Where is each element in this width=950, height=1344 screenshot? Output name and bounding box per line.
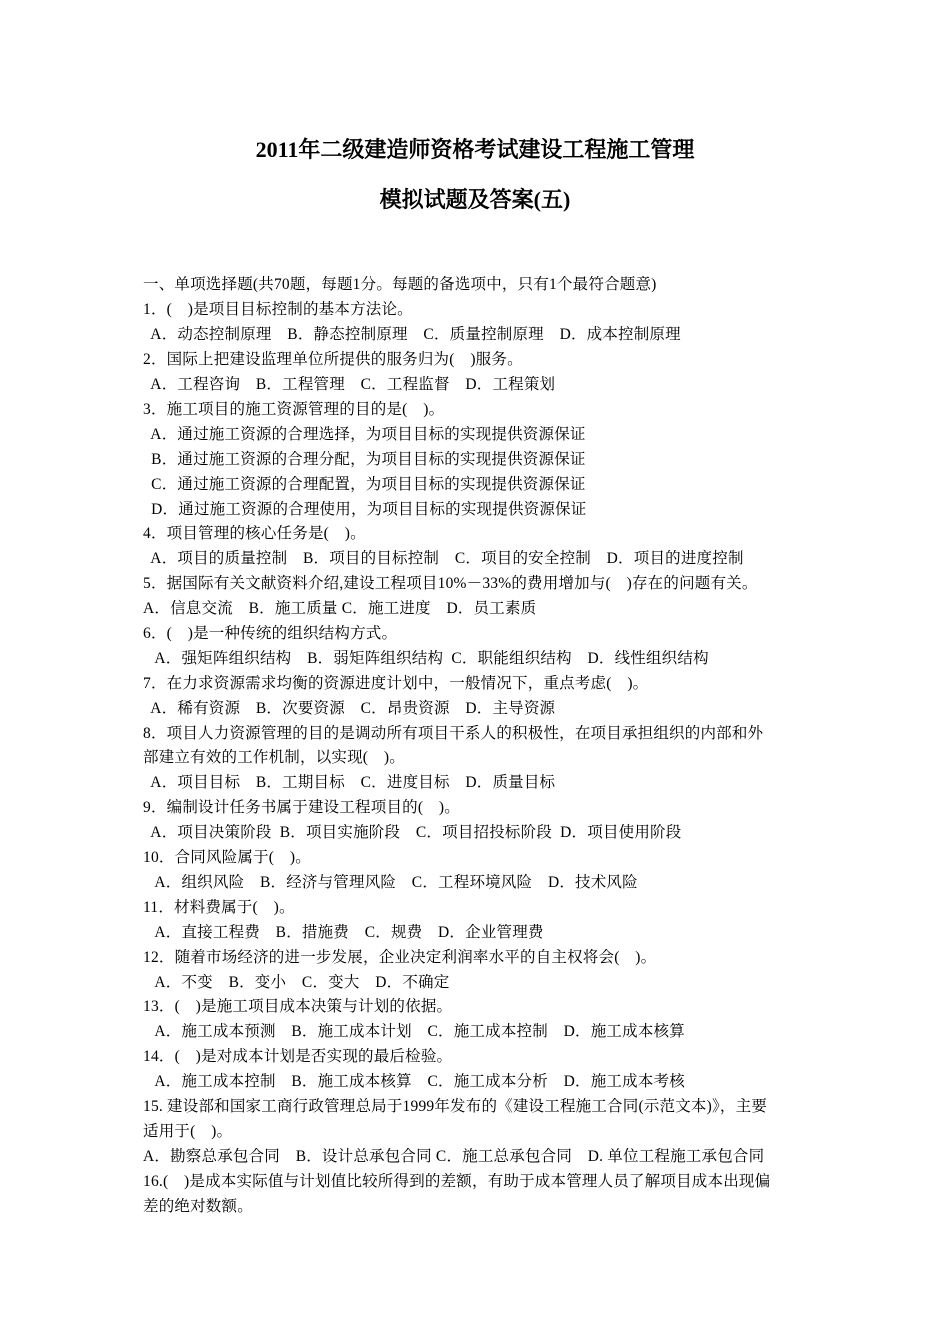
document-title-line2: 模拟试题及答案(五) (379, 187, 571, 212)
question-15-line2: 适用于( )。 (143, 1123, 233, 1140)
question-9-options: A．项目决策阶段 B．项目实施阶段 C．项目招投标阶段 D．项目使用阶段 (143, 824, 682, 841)
question-8-line2: 部建立有效的工作机制，以实现( )。 (143, 749, 405, 766)
question-12-options: A．不变 B．变小 C．变大 D．不确定 (143, 974, 450, 991)
question-6: 6．( )是一种传统的组织结构方式。 (143, 625, 398, 642)
question-3-option-b: B．通过施工资源的合理分配，为项目目标的实现提供资源保证 (143, 451, 586, 468)
question-1-options: A．动态控制原理 B．静态控制原理 C．质量控制原理 D．成本控制原理 (143, 326, 681, 343)
question-1: 1．( )是项目目标控制的基本方法论。 (143, 301, 413, 318)
question-14-options: A．施工成本控制 B．施工成本核算 C．施工成本分析 D．施工成本考核 (143, 1073, 685, 1090)
question-3-option-a: A．通过施工资源的合理选择，为项目目标的实现提供资源保证 (143, 426, 586, 443)
question-5: 5．据国际有关文献资料介绍,建设工程项目10%－33%的费用增加与( )存在的问题有关。 (143, 575, 758, 592)
question-5-options: A．信息交流 B．施工质量 C．施工进度 D．员工素质 (143, 600, 537, 617)
question-7: 7．在力求资源需求均衡的资源进度计划中，一般情况下，重点考虑( )。 (143, 675, 649, 692)
question-2-options: A．工程咨询 B．工程管理 C．工程监督 D．工程策划 (143, 376, 556, 393)
question-3: 3．施工项目的施工资源管理的目的是( )。 (143, 401, 445, 418)
section-heading: 一、单项选择题(共70题，每题1分。每题的备选项中，只有1个最符合题意) (143, 276, 657, 293)
question-11: 11．材料费属于( )。 (143, 899, 295, 916)
question-8-options: A．项目目标 B．工期目标 C．进度目标 D．质量目标 (143, 774, 556, 791)
question-6-options: A．强矩阵组织结构 B．弱矩阵组织结构 C．职能组织结构 D．线性组织结构 (143, 650, 709, 667)
question-8-line1: 8．项目人力资源管理的目的是调动所有项目干系人的积极性，在项目承担组织的内部和外 (143, 725, 764, 742)
question-12: 12．随着市场经济的进一步发展，企业决定利润率水平的自主权将会( )。 (143, 949, 657, 966)
question-7-options: A．稀有资源 B．次要资源 C．昂贵资源 D．主导资源 (143, 700, 556, 717)
question-13-options: A．施工成本预测 B．施工成本计划 C．施工成本控制 D．施工成本核算 (143, 1023, 685, 1040)
question-3-option-c: C．通过施工资源的合理配置，为项目目标的实现提供资源保证 (143, 476, 586, 493)
question-3-option-d: D．通过施工资源的合理使用，为项目目标的实现提供资源保证 (143, 501, 587, 518)
question-10-options: A．组织风险 B．经济与管理风险 C．工程环境风险 D．技术风险 (143, 874, 638, 891)
question-13: 13．( )是施工项目成本决策与计划的依据。 (143, 998, 453, 1015)
document-title-line1: 2011年二级建造师资格考试建设工程施工管理 (255, 137, 695, 162)
question-10: 10．合同风险属于( )。 (143, 849, 311, 866)
question-16-line1: 16.( )是成本实际值与计划值比较所得到的差额，有助于成本管理人员了解项目成本出现偏 (143, 1173, 771, 1190)
question-15-options: A．勘察总承包合同 B．设计总承包合同 C．施工总承包合同 D. 单位工程施工承包合同 (143, 1148, 765, 1165)
question-16-line2: 差的绝对数额。 (143, 1198, 253, 1215)
question-9: 9．编制设计任务书属于建设工程项目的( )。 (143, 799, 460, 816)
question-4: 4．项目管理的核心任务是( )。 (143, 525, 366, 542)
question-11-options: A．直接工程费 B．措施费 C．规费 D．企业管理费 (143, 924, 544, 941)
question-2: 2．国际上把建设监理单位所提供的服务归为( )服务。 (143, 351, 523, 368)
question-14: 14．( )是对成本计划是否实现的最后检验。 (143, 1048, 453, 1065)
question-15-line1: 15. 建设部和国家工商行政管理总局于1999年发布的《建设工程施工合同(示范文本)》，主要 (143, 1098, 768, 1115)
question-4-options: A．项目的质量控制 B．项目的目标控制 C．项目的安全控制 D．项目的进度控制 (143, 550, 744, 567)
